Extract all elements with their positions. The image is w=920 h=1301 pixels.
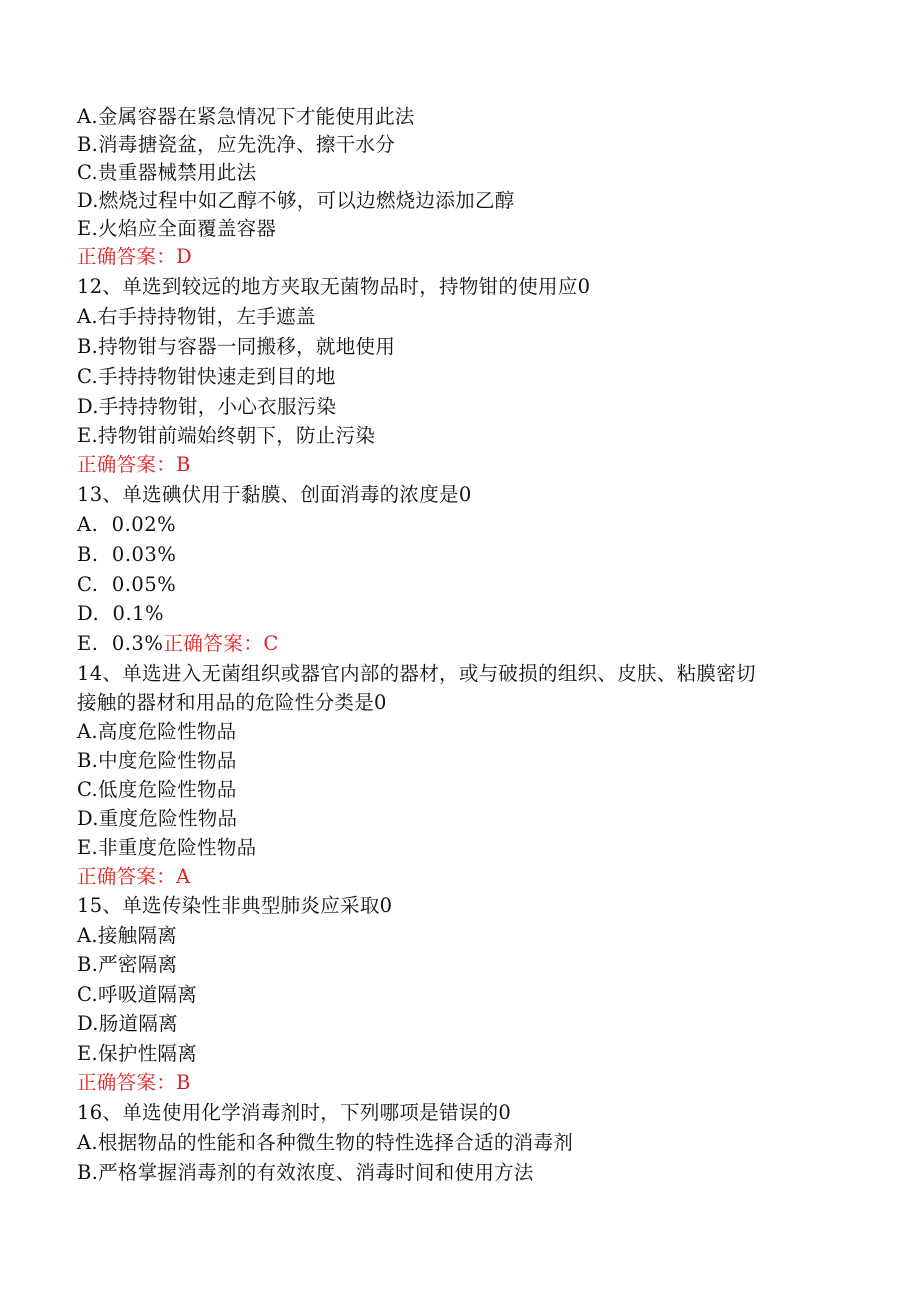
q15-option-a: A.接触隔离 [77, 924, 178, 947]
q13-option-b: B. 0.03% [77, 543, 177, 566]
q15-answer: 正确答案：B [77, 1071, 191, 1094]
q11-option-a: A.金属容器在紧急情况下才能使用此法 [77, 105, 415, 128]
q14-stem-line2: 接触的器材和用品的危险性分类是0 [77, 691, 387, 714]
q15-option-d: D.肠道隔离 [77, 1012, 178, 1035]
q11-option-c: C.贵重器械禁用此法 [77, 161, 257, 184]
q14-option-e: E.非重度危险性物品 [77, 836, 257, 859]
q15-option-e: E.保护性隔离 [77, 1042, 198, 1065]
q16-stem: 16、单选使用化学消毒剂时，下列哪项是错误的0 [77, 1101, 512, 1124]
q11-option-e: E.火焰应全面覆盖容器 [77, 217, 277, 240]
q11-answer: 正确答案：D [77, 245, 192, 268]
q12-answer: 正确答案：B [77, 453, 191, 476]
q14-option-a: A.高度危险性物品 [77, 720, 237, 743]
q15-option-c: C.呼吸道隔离 [77, 983, 198, 1006]
q15-stem: 15、单选传染性非典型肺炎应采取0 [77, 894, 393, 917]
q14-stem-line1: 14、单选进入无菌组织或器官内部的器材，或与破损的组织、皮肤、粘膜密切 [77, 662, 756, 685]
q12-option-b: B.持物钳与容器一同搬移，就地使用 [77, 335, 396, 358]
q12-stem: 12、单选到较远的地方夹取无菌物品时，持物钳的使用应0 [77, 275, 591, 298]
q16-option-a: A.根据物品的性能和各种微生物的特性选择合适的消毒剂 [77, 1131, 574, 1154]
q13-option-c: C. 0.05% [77, 573, 177, 596]
q12-option-e: E.持物钳前端始终朝下，防止污染 [77, 424, 376, 447]
q14-option-b: B.中度危险性物品 [77, 749, 237, 772]
q14-option-c: C.低度危险性物品 [77, 778, 237, 801]
q13-option-e-line [77, 633, 279, 655]
q13-option-d: D. 0.1% [77, 602, 165, 625]
q13-option-a: A. 0.02% [77, 513, 177, 536]
q13-option-e: E. 0.3% [77, 632, 164, 655]
q14-answer: 正确答案：A [77, 865, 191, 888]
q11-option-b: B.消毒搪瓷盆，应先洗净、擦干水分 [77, 133, 396, 156]
q12-option-d: D.手持持物钳，小心衣服污染 [77, 395, 337, 418]
q13-stem: 13、单选碘伏用于黏膜、创面消毒的浓度是0 [77, 483, 472, 506]
q13-answer: 正确答案：C [163, 632, 279, 655]
q14-option-d: D.重度危险性物品 [77, 807, 238, 830]
q16-option-b: B.严格掌握消毒剂的有效浓度、消毒时间和使用方法 [77, 1161, 534, 1184]
q11-option-d: D.燃烧过程中如乙醇不够，可以边燃烧边添加乙醇 [77, 189, 515, 212]
q15-option-b: B.严密隔离 [77, 953, 178, 976]
q12-option-a: A.右手持持物钳，左手遮盖 [77, 305, 316, 328]
q12-option-c: C.手持持物钳快速走到目的地 [77, 365, 336, 388]
